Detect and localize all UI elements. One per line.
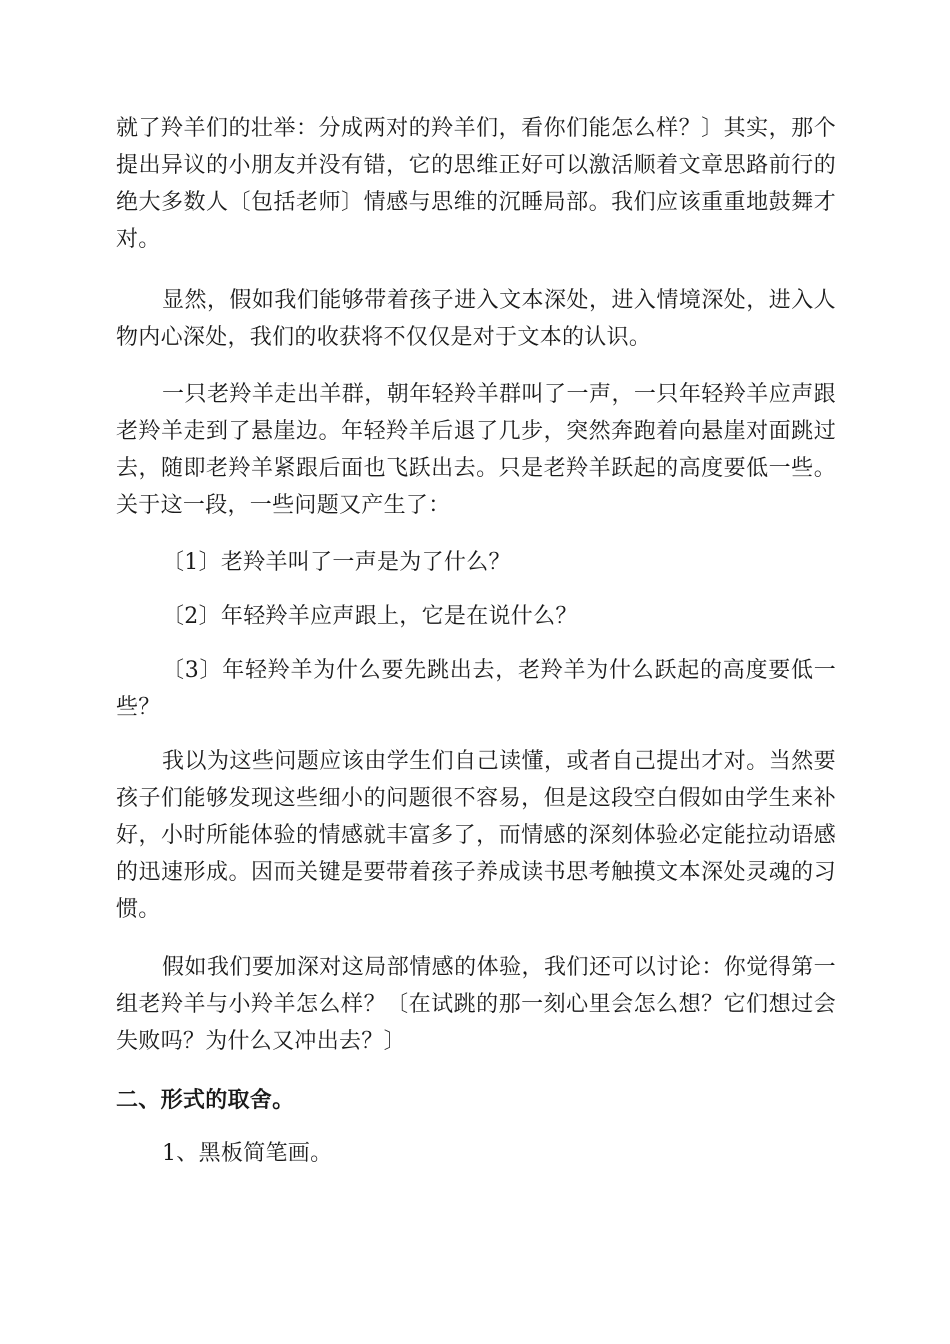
question-2: 〔2〕年轻羚羊应声跟上，它是在说什么？ (162, 604, 578, 629)
paragraph-continued-text: 就了羚羊们的壮举：分成两对的羚羊们，看你们能怎么样？〕其实，那个提出异议的小朋友并没有错，它的思维正好可以激活顺着文章思路前行的绝大多数人〔包括老师〕情感与思维的沉睡局部。我们应该重重地鼓舞才对。 (116, 116, 836, 252)
paragraph-reflection: 我以为这些问题应该由学生们自己读懂，或者自己提出才对。当然要孩子们能够发现这些细小的问题很不容易，但是这段空白假如由学生来补好，小时所能体验的情感就丰富多了，而情感的深刻体验必定能拉动语感的迅速形成。因而关键是要带着孩子养成读书思考触摸文本深处灵魂的习惯。 (116, 749, 836, 922)
question-3: 〔3〕年轻羚羊为什么要先跳出去，老羚羊为什么跃起的高度要低一些？ (116, 658, 836, 720)
question-1: 〔1〕老羚羊叫了一声是为了什么？ (162, 550, 511, 575)
sub-item-blackboard: 1、黑板简笔画。 (162, 1141, 333, 1166)
section-heading: 二、形式的取舍。 (116, 1088, 295, 1113)
paragraph-old-antelope: 一只老羚羊走出羊群，朝年轻羚羊群叫了一声，一只年轻羚羊应声跟老羚羊走到了悬崖边。年轻羚羊后退了几步，突然奔跑着向悬崖对面跳过去，随即老羚羊紧跟后面也飞跃出去。只是老羚羊跃起的高度要低一些。关于这一段，一些问题又产生了： (116, 382, 836, 518)
paragraph-discussion: 假如我们要加深对这局部情感的体验，我们还可以讨论：你觉得第一组老羚羊与小羚羊怎么样？〔在试跳的那一刻心里会怎么想？它们想过会失败吗？为什么又冲出去？〕 (116, 955, 836, 1054)
paragraph-deep-text: 显然，假如我们能够带着孩子进入文本深处，进入情境深处，进入人物内心深处，我们的收获将不仅仅是对于文本的认识。 (116, 288, 836, 350)
